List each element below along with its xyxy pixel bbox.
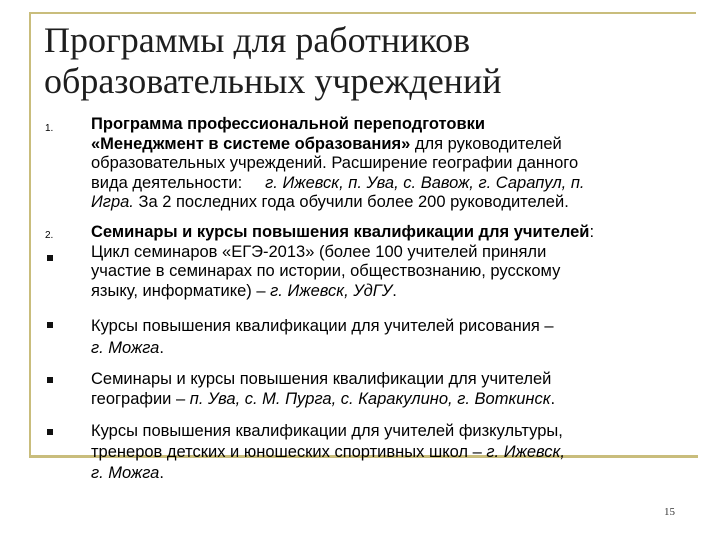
bullet-icon xyxy=(47,255,53,261)
frame-top-rule xyxy=(29,12,696,14)
item-1-line-1: Программа профессиональной переподготовки xyxy=(91,115,486,133)
item-5-line-2-place: г. Ижевск, xyxy=(486,443,565,461)
bullet-icon xyxy=(47,377,53,383)
item-3-line-1: Курсы повышения квалификации для учителей рисования – xyxy=(91,317,554,335)
page-number: 15 xyxy=(664,506,675,518)
item-1-program-name: «Менеджмент в системе образования» xyxy=(91,134,411,153)
item-4-places: п. Ува, с. М. Пурга, с. Каракулино, г. Воткинск xyxy=(189,389,551,408)
item-2-heading: Семинары и курсы повышения квалификации для учителей xyxy=(91,223,590,241)
item-2-line-4-plain: языку, информатике) – xyxy=(91,281,271,300)
item-4-line-2-plain: географии – xyxy=(91,389,190,408)
item-1-line-4-places: г. Ижевск, п. Ува, с. Вавож, г. Сарапул, п. xyxy=(265,173,585,192)
item-2-marker: 2. xyxy=(45,230,54,241)
list-item-1 xyxy=(91,115,701,213)
list-item-5 xyxy=(91,421,701,484)
item-1-line-2-rest: для руководителей xyxy=(410,134,562,153)
page-title xyxy=(44,20,684,102)
title-line-1: Программы для работников xyxy=(44,20,471,60)
bullet-icon xyxy=(47,322,53,328)
item-2-line-4-end: . xyxy=(392,281,397,300)
item-3-place: г. Можга xyxy=(91,339,160,357)
item-1-line-3: образовательных учреждений. Расширение географии данного xyxy=(91,154,579,172)
list-item-4 xyxy=(91,370,701,409)
list-item-3 xyxy=(91,315,701,359)
item-1-line-5-place: Игра. xyxy=(91,193,134,211)
item-3-end: . xyxy=(159,339,164,357)
item-2-colon: : xyxy=(589,223,595,241)
item-5-line-3-place: г. Можга xyxy=(91,464,160,482)
bullet-icon xyxy=(47,429,53,435)
item-2-line-3: участие в семинарах по истории, обществознанию, русскому xyxy=(91,262,561,280)
item-5-line-2-plain: тренеров детских и юношеских спортивных школ – xyxy=(91,443,487,461)
frame-left-rule xyxy=(29,12,31,458)
item-1-line-5-rest: За 2 последних года обучили более 200 руководителей. xyxy=(133,193,569,211)
title-line-2: образовательных учреждений xyxy=(44,61,502,101)
item-2-line-4-places: г. Ижевск, УдГУ xyxy=(270,281,393,300)
item-2-line-2: Цикл семинаров «ЕГЭ-2013» (более 100 учителей приняли xyxy=(91,242,547,261)
list-item-2 xyxy=(91,223,701,301)
item-1-marker: 1. xyxy=(45,123,54,134)
item-4-line-1: Семинары и курсы повышения квалификации для учителей xyxy=(91,370,552,388)
item-5-end: . xyxy=(159,464,164,482)
item-5-line-1: Курсы повышения квалификации для учителей физкультуры, xyxy=(91,422,563,440)
item-4-end: . xyxy=(550,389,556,408)
item-1-line-4-plain: вида деятельности: xyxy=(91,173,266,192)
